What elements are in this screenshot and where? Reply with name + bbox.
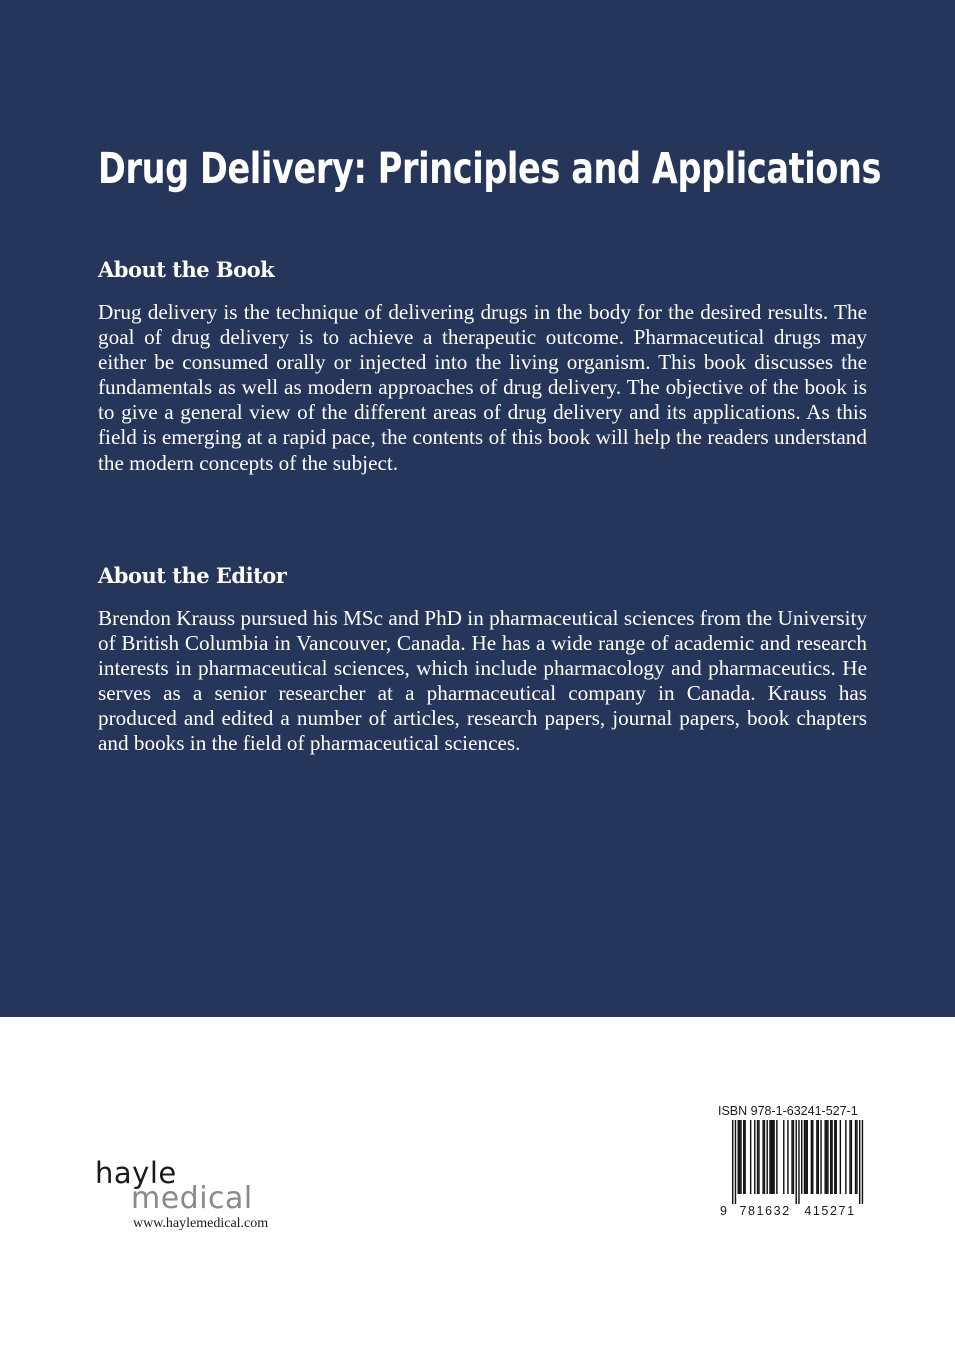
barcode-bar bbox=[735, 1120, 736, 1204]
barcode-bar bbox=[772, 1120, 773, 1194]
barcode-bar bbox=[744, 1120, 745, 1194]
about-book-heading: About the Book bbox=[98, 257, 275, 282]
barcode-digits-left: 781632 bbox=[739, 1204, 791, 1218]
isbn-label: ISBN 978-1-63241-527-1 bbox=[718, 1104, 858, 1118]
barcode-bar bbox=[816, 1120, 817, 1194]
barcode-bar bbox=[783, 1120, 784, 1194]
barcode-bar bbox=[830, 1120, 831, 1194]
barcode-bar bbox=[773, 1120, 774, 1194]
barcode-bar bbox=[758, 1120, 759, 1194]
logo-medical-text: medical bbox=[131, 1181, 253, 1216]
publisher-logo bbox=[93, 1158, 293, 1238]
barcode-bar bbox=[805, 1120, 806, 1194]
barcode-image bbox=[718, 1120, 868, 1220]
about-editor-text: Brendon Krauss pursued his MSc and PhD in pharmaceutical sciences from the University of British Columbia in Vancouver, Canada. He has a wide range of academic and research interests in pharmaceutical sciences, which include pharmacology and pharmaceutics. He serves as a senior researcher at a pharmaceutical company in Canada. Krauss has produced and edited a number of articles, research papers, journal papers, book chapters and books in the field of pharmaceutical sciences. bbox=[98, 606, 867, 756]
barcode-digits-right: 415271 bbox=[804, 1204, 856, 1218]
barcode-bar bbox=[836, 1120, 837, 1194]
publisher-url: www.haylemedical.com bbox=[133, 1216, 269, 1231]
barcode-bar bbox=[851, 1120, 852, 1194]
book-title: Drug Delivery: Principles and Applications bbox=[98, 144, 882, 194]
logo-hayle-text: hayle bbox=[95, 1156, 177, 1190]
barcode-bar bbox=[812, 1120, 813, 1194]
barcode-bar bbox=[754, 1120, 755, 1194]
isbn-barcode bbox=[718, 1104, 868, 1220]
barcode-bar bbox=[738, 1120, 739, 1194]
barcode-bar bbox=[856, 1120, 857, 1194]
barcode-bar bbox=[771, 1120, 772, 1194]
barcode-bar bbox=[845, 1120, 846, 1194]
barcode-bar bbox=[862, 1120, 863, 1204]
barcode-bar bbox=[750, 1120, 751, 1194]
barcode-bar bbox=[807, 1120, 808, 1194]
barcode-bar bbox=[764, 1120, 765, 1194]
barcode-bar bbox=[740, 1120, 741, 1194]
barcode-bar bbox=[811, 1120, 812, 1194]
barcode-bar bbox=[769, 1120, 770, 1194]
about-editor-heading: About the Editor bbox=[98, 563, 287, 588]
barcode-bar bbox=[767, 1120, 768, 1194]
barcode-digit-lead: 9 bbox=[720, 1204, 729, 1218]
barcode-bar bbox=[776, 1120, 777, 1194]
barcode-bar bbox=[824, 1120, 825, 1194]
barcode-bar bbox=[795, 1120, 796, 1204]
barcode-bar bbox=[791, 1120, 792, 1194]
barcode-bar bbox=[849, 1120, 850, 1194]
barcode-bar bbox=[834, 1120, 835, 1194]
barcode-bar bbox=[820, 1120, 821, 1194]
barcode-bar bbox=[739, 1120, 740, 1194]
about-book-text: Drug delivery is the technique of delivering drugs in the body for the desired results. The goal of drug delivery is to achieve a therapeutic outcome. Pharmaceutical drugs may either be consumed orally or injected into the living organism. This book discusses the fundamentals as well as modern approaches of drug delivery. The objective of the book is to give a general view of the different areas of drug delivery and its applications. As this field is emerging at a rapid pace, the contents of this book will help the readers understand the modern concepts of the subject. bbox=[98, 300, 867, 475]
barcode-bar bbox=[840, 1120, 841, 1194]
barcode-bar bbox=[859, 1120, 860, 1204]
barcode-bar bbox=[804, 1120, 805, 1194]
barcode-bar bbox=[762, 1120, 763, 1194]
barcode-bar bbox=[826, 1120, 827, 1194]
barcode-bar bbox=[732, 1120, 733, 1204]
barcode-bar bbox=[798, 1120, 799, 1204]
barcode-bar bbox=[787, 1120, 788, 1194]
barcode-bar bbox=[743, 1120, 744, 1194]
barcode-bar bbox=[793, 1120, 794, 1194]
barcode-bar bbox=[757, 1120, 758, 1194]
barcode-bar bbox=[831, 1120, 832, 1194]
barcode-bar bbox=[801, 1120, 802, 1194]
barcode-bar bbox=[827, 1120, 828, 1194]
barcode-bar bbox=[855, 1120, 856, 1194]
barcode-bar bbox=[818, 1120, 819, 1194]
